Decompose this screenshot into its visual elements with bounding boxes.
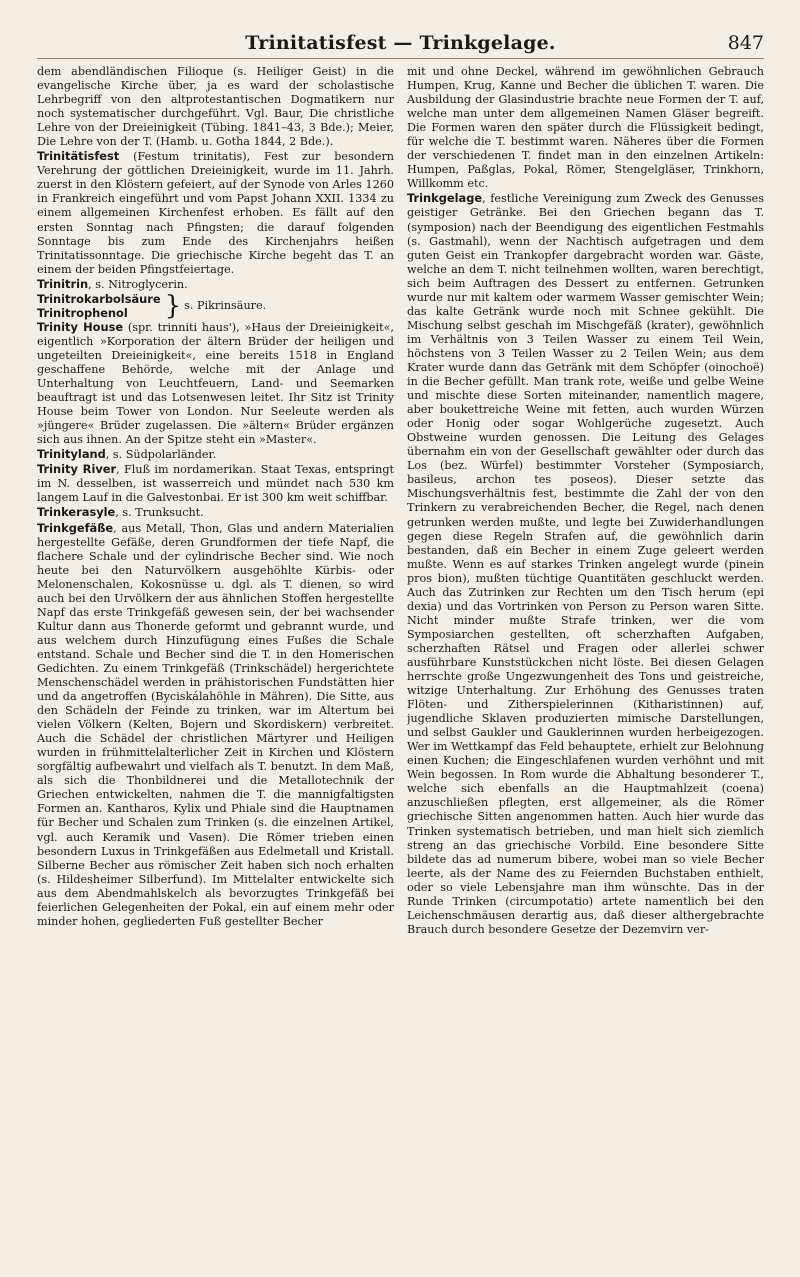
- brace-symbol: }: [164, 290, 182, 321]
- page-number: 847: [727, 32, 764, 54]
- headword-group: [37, 292, 161, 320]
- headword: Trinitrophenol: [37, 305, 128, 320]
- entry-trinityland: [37, 447, 394, 462]
- headword: Trinityland: [37, 447, 106, 462]
- headword: Trinitätisfest: [37, 149, 120, 164]
- entry-trinkerasyle: [37, 505, 394, 520]
- left-column: [37, 65, 394, 1277]
- headword: Trinkerasyle: [37, 505, 116, 520]
- headword: Trinitrokarbolsäure: [37, 291, 161, 306]
- text-columns: [37, 65, 764, 1277]
- running-title: Trinitatisfest — Trinkgelage.: [245, 32, 556, 54]
- headword: Trinity River: [37, 462, 117, 477]
- entry-text: , aus Metall, Thon, Glas und andern Materialien hergestellte Gefäße, deren Grundformen der tiefe Napf, die flachere Schale und der cylindrische Becher sind. Wie noch heute bei den Naturvölkern ausgehöhlte Kürbis- oder Melonenschalen, Kokosnüsse u. dgl. als T. dienen, so wird auch bei den Urvölkern der aus ähnlichen Stoffen hergestellte Napf das erste Trinkgefäß gewesen sein, der bei wachsender Kultur dann aus Thonerde geformt und gebrannt wurde, und aus welchem durch Hinzufügung eines Fußes die Schale entstand. Schale und Becher sind die T. in den Homerischen Gedichten. Zu einem Trinkgefäß (Trinkschädel) hergerichtete Menschenschädel werden in prähistorischen Fundstätten hier und da angetroffen (Byciskálahöhle in Mähren). Die Sitte, aus den Schädeln der Feinde zu trinken, war im Altertum bei vielen Völkern (Kelten, Bojern und Skordiskern) verbreitet. Auch die Schädel der christlichen Märtyrer und Heiligen wurden in frühmittelalterlicher Zeit in Kirchen und Klöstern sorgfältig aufbewahrt und vielfach als T. benutzt. In dem Maß, als sich die Thonbildnerei und die Metallotechnik der Griechen entwickelten, nahmen die T. die mannigfaltigsten Formen an. Kantharos, Kylix und Phiale sind die Hauptnamen für Becher und Schalen zum Trinken (s. die einzelnen Artikel, vgl. auch Keramik und Vasen). Die Römer trieben einen besondern Luxus in Trinkgefäßen aus Edelmetall und Kristall. Silberne Becher aus römischer Zeit haben sich noch erhalten (s. Hildesheimer Silberfund). Im Mittelalter entwickelte sich aus dem Abendmahlskelch als bevorzugtes Trinkgefäß bei feierlichen Gelegenheiten der Pokal, ein auf einem mehr oder minder hohen, gegliederten Fuß gestellter Becher: [37, 521, 394, 928]
- right-column: [407, 65, 764, 1277]
- paragraph-continuation: mit und ohne Deckel, während im gewöhnlichen Gebrauch Humpen, Krug, Kanne und Becher die üblichen T. waren. Die Ausbildung der Glasindustrie brachte neue Formen der T. auf, welche man unter dem allgemeinen Namen Gläser begreift. Die Formen waren den später durch die Flüssigkeit bedingt, für welche die T. bestimmt waren. Näheres über die Formen der verschiedenen T. findet man in den einzelnen Artikeln: Humpen, Paßglas, Pokal, Römer, Stengelgläser, Trinkhorn, Willkomm etc.: [407, 65, 764, 191]
- entry-trinkgefaesse: [37, 521, 394, 929]
- entry-trinitrin: [37, 277, 394, 292]
- page-header: [37, 30, 764, 59]
- headword: Trinkgefäße: [37, 520, 114, 535]
- entry-text: s. Pikrinsäure.: [184, 298, 267, 312]
- entry-text: , Fluß im nordamerikan. Staat Texas, entspringt im N. desselben, ist wasserreich und mündet nach 530 km langem Lauf in die Galvestonbai. Er ist 300 km weit schiffbar.: [37, 463, 394, 505]
- headword: Trinkgelage: [407, 191, 483, 206]
- entry-text: (Festum trinitatis), Fest zur besondern Verehrung der göttlichen Dreieinigkeit, wurde im 11. Jahrh. zuerst in den Klöstern gefeiert, auf der Synode von Arles 1260 in Frankreich eingeführt und vom Papst Johann XXII. 1334 zu einem allgemeinen Kirchenfest erhoben. Es fällt auf den ersten Sonntag nach Pfingsten; die darauf folgenden Sonntage bis zum Ende des Kirchenjahrs heißen Trinitatissonntage. Die griechische Kirche begeht das T. an einem der beiden Pfingstfeiertage.: [37, 150, 394, 276]
- entry-text: , s. Trunksucht.: [115, 506, 204, 520]
- headword: Trinity House: [37, 319, 124, 334]
- entry-text: , s. Südpolarländer.: [105, 448, 217, 462]
- entry-trinity-house: [37, 320, 394, 447]
- entry-text: (spr. trinniti haus'), »Haus der Dreieinigkeit«, eigentlich »Korporation der ältern Brüder der heiligen und ungeteilten Dreieinigkeit«, eine bereits 1518 in England geschaffene Behörde, welche mit der Anlage und Unterhaltung von Leuchtfeuern, Land- und Seemarken beauftragt ist und das Lotsenwesen leitet. Ihr Sitz ist Trinity House beim Tower von London. Nur Seeleute werden als »jüngere« Brüder zugelassen. Die »ältern« Brüder ergänzen sich aus ihnen. An der Spitze steht ein »Master«.: [37, 320, 394, 447]
- entry-trinitro-group: [37, 292, 394, 320]
- paragraph-continuation: dem abendländischen Filioque (s. Heiliger Geist) in die evangelische Kirche über, ja es ward der scholastische Lehrbegriff von den altprotestantischen Dogmatikern nur noch systematischer durchgeführt. Vgl. Baur, Die christliche Lehre von der Dreieinigkeit (Tübing. 1841–43, 3 Bde.); Meier, Die Lehre von der T. (Hamb. u. Gotha 1844, 2 Bde.).: [37, 65, 394, 149]
- headword: Trinitrin: [37, 276, 89, 291]
- entry-trinitatisfest: [37, 149, 394, 276]
- entry-trinkgelage: [407, 191, 764, 936]
- entry-text: , s. Nitroglycerin.: [88, 277, 188, 291]
- entry-text: , festliche Vereinigung zum Zweck des Genusses geistiger Getränke. Bei den Griechen begann das T. (symposion) nach der Beendigung des eigentlichen Festmahls (s. Gastmahl), wenn der Nachtisch aufgetragen und dem guten Geist ein Trankopfer dargebracht worden war. Gäste, welche an dem T. nicht teilnehmen wollten, waren berechtigt, sich beim Auftragen des Dessert zu entfernen. Getrunken wurde nur mit kaltem oder warmem Wasser gemischter Wein; das kalte Getränk wurde noch mit Schnee gekühlt. Die Mischung selbst geschah im Mischgefäß (krater), gewöhnlich im Verhältnis von 3 Teilen Wasser zu einem Teil Wein, höchstens von 3 Teilen Wasser zu 2 Teilen Wein; aus dem Krater wurde dann das Getränk mit dem Schöpfer (oinochoë) in die Becher gefüllt. Man trank rote, weiße und gelbe Weine und mischte diese Sorten miteinander, namentlich magere, aber boukettreiche Weine mit fetten, auch wurden Würzen oder Honig oder sogar Wohlgerüche zugesetzt. Auch Obstweine wurden genossen. Die Leitung des Gelages übernahm ein von der Gesellschaft gewählter oder durch das Los (bez. Würfel) bestimmter Vorsteher (Symposiarch, basileus, archon tes poseos). Dieser setzte das Mischungsverhältnis fest, bestimmte die Zahl der von den Trinkern zu verabreichenden Becher, die Regel, nach denen getrunken werden mußte, und legte bei Zuwiderhandlungen gegen diese Regeln Strafen auf, die gewöhnlich darin bestanden, daß ein Becher in einem Zuge geleert werden mußte. Wenn es auf starkes Trinken angelegt wurde (pinein pros bion), mußten tüchtige Quantitäten geschluckt werden. Auch das Zutrinken zur Rechten um den Tisch herum (epi dexia) und das Vortrinken von Person zu Person waren Sitte. Nicht minder mußte Strafe trinken, wer die vom Symposiarchen gestellten, oft scherzhaften Aufgaben, scherzhaften Rätsel und Fragen oder allerlei schwer ausführbare Kunststückchen nicht löste. Bei diesen Gelagen herrschte große Ungezwungenheit des Tons und geistreiche, witzige Unterhaltung. Zur Erhöhung des Genusses traten Flöten- und Zitherspielerinnen (Kitharistinnen) auf, jugendliche Sklaven produzierten mimische Darstellungen, und selbst Gaukler und Gauklerinnen wurden herbeigezogen. Wer im Wettkampf das Feld behauptete, erhielt zur Belohnung einen Kuchen; die Eingeschlafenen wurden verhöhnt und mit Wein begossen. In Rom wurde die Abhaltung besonderer T., welche sich ebenfalls an die Hauptmahlzeit (coena) anzuschließen pflegten, erst allgemeiner, als die Römer griechische Sitten angenommen hatten. Auch hier wurde das Trinken systematisch betrieben, und man hielt sich ziemlich streng an das griechische Vorbild. Eine besondere Sitte bildete das ad numerum bibere, wobei man so viele Becher leerte, als der Name des zu Feiernden Buchstaben enthielt, oder so viele Lebensjahre man ihm wünschte. Das in der Runde Trinken (circumpotatio) artete namentlich bei den Leichenschmäusen derartig aus, daß dieser althergebrachte Brauch durch besondere Gesetze der Dezemvirn ver-: [407, 192, 764, 936]
- entry-trinity-river: [37, 462, 394, 505]
